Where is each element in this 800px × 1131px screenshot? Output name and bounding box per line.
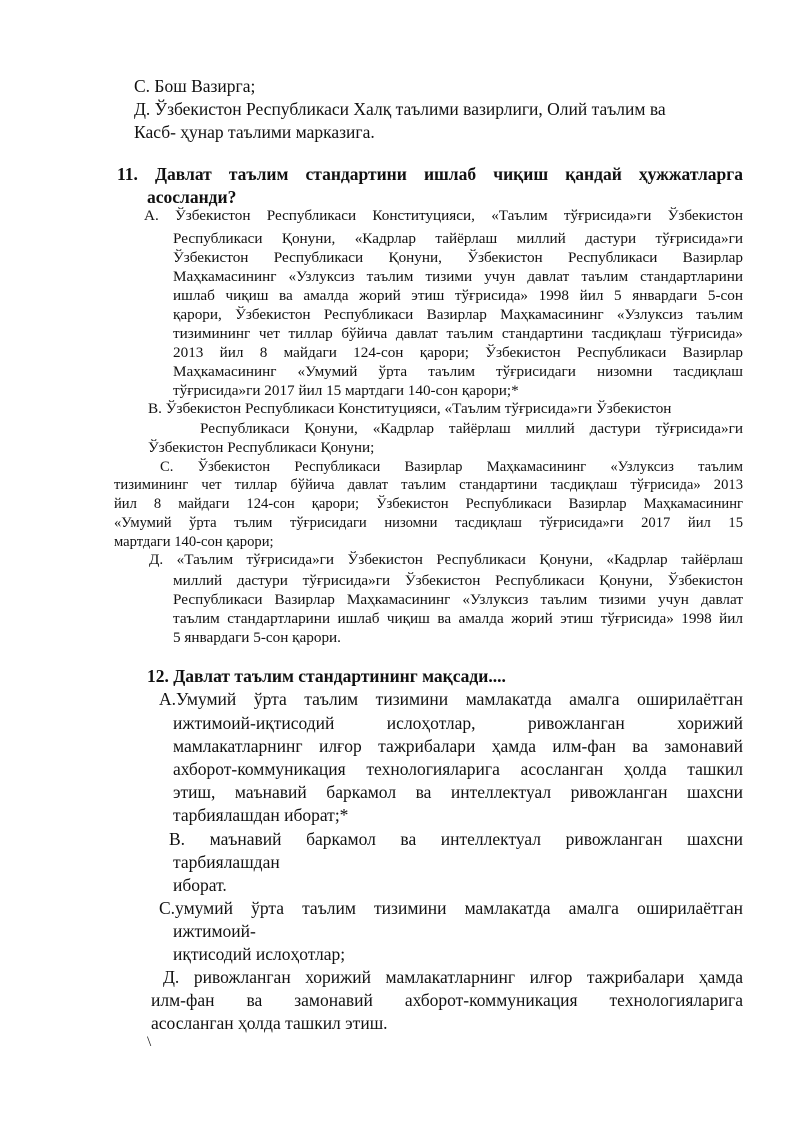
q12-option-c-line-3: иқтисодий ислоҳотлар; [173, 944, 346, 964]
q11-option-b-line-1: В. Ўзбекистон Республикаси Конституцияси, «Таълим тўғрисида»ги Ўзбекистон [148, 400, 672, 417]
q11-option-a-line-5: ишлаб чиқиш ва амалда жорий этиш тўғрисида» 1998 йил 5 январдаги 5-сон [173, 287, 743, 304]
q11-option-b-line-2: Республикаси Қонуни, «Кадрлар тайёрлаш миллий дастури тўғрисида»ги [200, 420, 743, 437]
q11-option-d-line-2: миллий дастури тўғрисида»ги Ўзбекистон Республикаси Қонуни, Ўзбекистон [173, 572, 743, 589]
q11-option-c-line-2: тизимининг чет тиллар бўйича давлат таълим стандартини тасдиқлаш тўғрисида» 2013 [114, 477, 743, 493]
q11-option-a-line-4: Маҳкамасининг «Узлуксиз таълим тизими учун давлат таълим стандартларини [173, 268, 743, 285]
q11-option-a-line-8: 2013 йил 8 майдаги 124-сон қарори; Ўзбекистон Республикаси Вазирлар [173, 344, 743, 361]
q11-option-d-line-1: Д. «Таълим тўғрисида»ги Ўзбекистон Республикаси Қонуни, «Кадрлар тайёрлаш [149, 551, 743, 568]
q11-title-line-1: 11. Давлат таълим стандартини ишлаб чиқиш қандай ҳужжатларга [117, 164, 743, 184]
q11-option-d-line-5: 5 январдаги 5-сон қарори. [173, 629, 341, 646]
prev-option-c: C. Бош Вазирга; [134, 76, 256, 96]
q12-option-b-line-2: тарбиялашдан [173, 852, 280, 872]
q12-option-d-line-2: илм-фан ва замонавий ахборот-коммуникация технологияларига [151, 990, 743, 1010]
q12-option-d-line-1: Д. ривожланган хорижий мамлакатларнинг илғор тажрибалари ҳамда [163, 967, 743, 987]
prev-option-d-line-2: Касб- ҳунар таълими марказига. [134, 122, 375, 142]
q11-option-a-line-9: Маҳкамасининг «Умумий ўрта таълим тўғрисидаги низомни тасдиқлаш [173, 363, 743, 380]
q12-option-a-line-3: мамлакатларнинг илғор тажрибалари ҳамда илм-фан ва замонавий [173, 736, 743, 756]
q11-option-a-line-6: қарори, Ўзбекистон Республикаси Вазирлар Маҳкамасининг «Узлуксиз таълим [173, 306, 743, 323]
q12-option-c-line-1: С.умумий ўрта таълим тизимини мамлакатда амалга оширилаётган [159, 898, 743, 918]
q12-option-a-line-4: ахборот-коммуникация технологияларига асосланган ҳолда ташкил [173, 759, 743, 779]
q12-option-a-line-2: ижтимоий-иқтисодий ислоҳотлар, ривожланган хорижий [173, 713, 743, 733]
q11-option-a-line-7: тизимининг чет тиллар бўйича давлат таълим стандартини тасдиқлаш тўғрисида» [173, 325, 743, 342]
q12-option-a-line-6: тарбиялашдан иборат;* [173, 805, 349, 825]
q12-option-a-line-5: этиш, маънавий баркамол ва интеллектуал ривожланган шахсни [173, 782, 743, 802]
q11-option-c-line-1: С. Ўзбекистон Республикаси Вазирлар Маҳкамасининг «Узлуксиз таълим [160, 459, 743, 475]
q11-option-a-line-10: тўғрисида»ги 2017 йил 15 мартдаги 140-сон қарори;* [173, 382, 519, 399]
q12-option-c-line-2: ижтимоий- [173, 921, 256, 941]
q12-option-b-line-1: В. маънавий баркамол ва интеллектуал ривожланган шахсни [169, 829, 743, 849]
q11-option-b-line-3: Ўзбекистон Республикаси Қонуни; [148, 439, 375, 456]
trailing-backslash: \ [147, 1033, 152, 1050]
q12-title: 12. Давлат таълим стандартининг мақсади.... [147, 666, 506, 686]
q11-option-d-line-3: Республикаси Вазирлар Маҳкамасининг «Узлуксиз таълим тизими учун давлат [173, 591, 743, 608]
q12-option-d-line-3: асосланган ҳолда ташкил этиш. [151, 1013, 388, 1033]
q11-option-d-line-4: таълим стандартларини ишлаб чиқиш ва амалда жорий этиш тўғрисида» 1998 йил [173, 610, 743, 627]
q11-option-a-line-2: Республикаси Қонуни, «Кадрлар тайёрлаш миллий дастури тўғрисида»ги [173, 230, 743, 247]
q12-option-a-line-1: А.Умумий ўрта таълим тизимини мамлакатда амалга оширилаётган [159, 689, 743, 709]
q11-option-c-line-3: йил 8 майдаги 124-сон қарори; Ўзбекистон Республикаси Вазирлар Маҳкамасининг [114, 496, 743, 512]
q11-option-a-line-3: Ўзбекистон Республикаси Қонуни, Ўзбекистон Республикаси Вазирлар [173, 249, 743, 266]
q12-option-b-line-3: иборат. [173, 875, 227, 895]
q11-title-line-2: асосланди? [147, 187, 237, 207]
prev-option-d-line-1: Д. Ўзбекистон Республикаси Халқ таълими вазирлиги, Олий таълим ва [134, 99, 666, 119]
q11-option-a-line-1: А. Ўзбекистон Республикаси Конституцияси, «Таълим тўғрисида»ги Ўзбекистон [144, 207, 743, 224]
q11-option-c-line-4: «Умумий ўрта тълим тўғрисидаги низомни тасдиқлаш тўғрисида»ги 2017 йил 15 [114, 515, 743, 531]
q11-option-c-line-5: мартдаги 140-сон қарори; [114, 534, 274, 550]
